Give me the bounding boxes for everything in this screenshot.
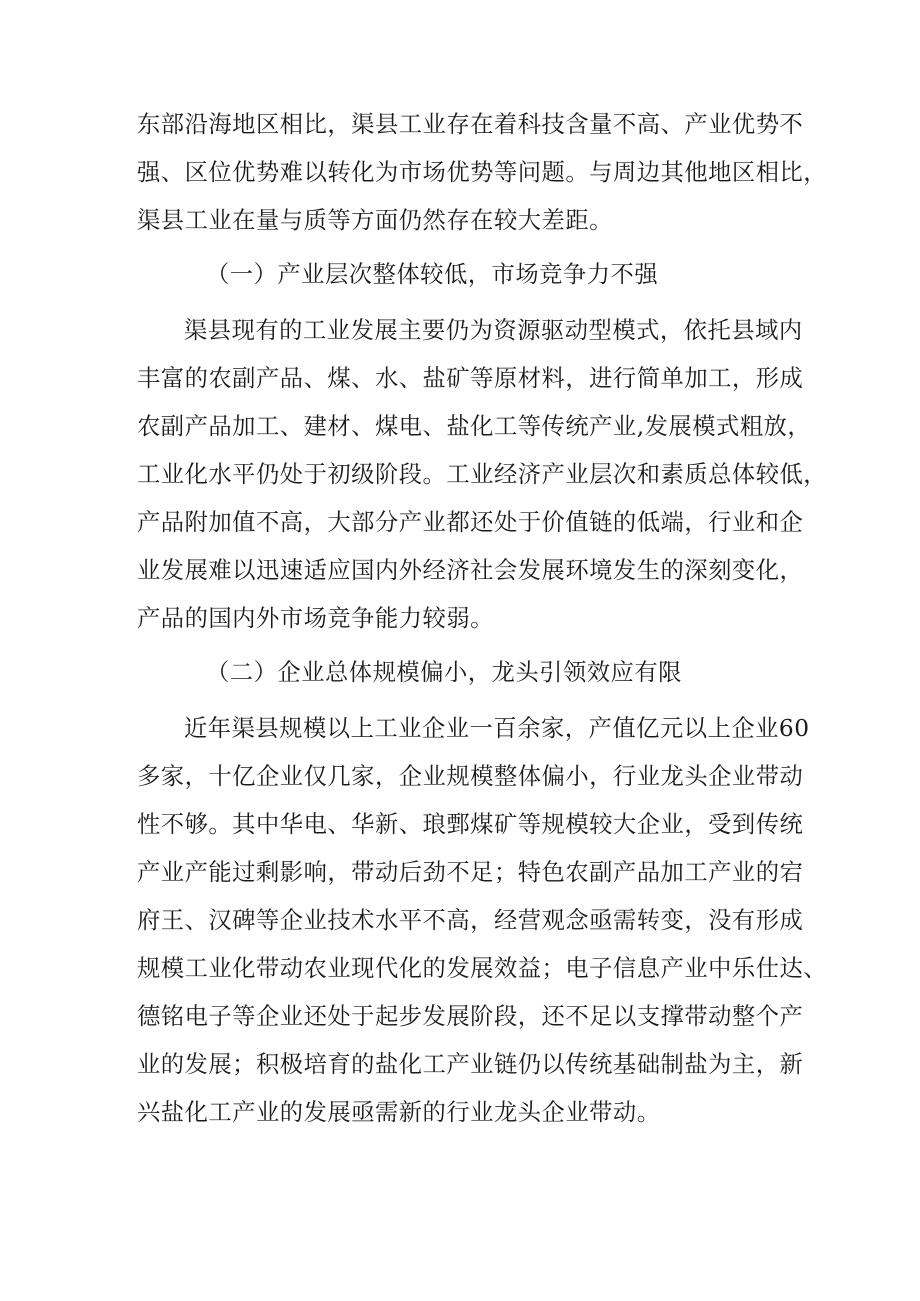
paragraph-line: 规模工业化带动农业现代化的发展效益；电子信息产业中乐仕达、 [137, 955, 828, 982]
paragraph-line: 渠县工业在量与质等方面仍然存在较大差距。 [137, 207, 613, 234]
document-page [137, 101, 828, 1137]
paragraph-line: 农副产品加工、建材、煤电、盐化工等传统产业,发展模式粗放， [137, 413, 812, 440]
paragraph-line: 多家，十亿企业仅几家，企业规模整体偏小，行业龙头企业带动 [137, 763, 804, 790]
paragraph-line: 德铭电子等企业还处于起步发展阶段，还不足以支撑带动整个产 [137, 1003, 804, 1030]
paragraph-line: 业发展难以迅速适应国内外经济社会发展环境发生的深刻变化， [137, 557, 804, 584]
paragraph-line: 产品的国内外市场竞争能力较弱。 [137, 605, 494, 632]
section-2-paragraph [137, 705, 828, 1137]
paragraph-line: 近年渠县规模以上工业企业一百余家，产值亿元以上企业60 [184, 715, 810, 742]
paragraph-line: 渠县现有的工业发展主要仍为资源驱动型模式，依托县域内 [184, 317, 803, 344]
paragraph-line: 产品附加值不高，大部分产业都还处于价值链的低端，行业和企 [137, 509, 804, 536]
paragraph-line: 性不够。其中华电、华新、琅鄄煤矿等规模较大企业，受到传统 [137, 811, 804, 838]
paragraph-line: 工业化水平仍处于初级阶段。工业经济产业层次和素质总体较低， [137, 461, 828, 488]
paragraph-line: 产业产能过剩影响，带动后劲不足；特色农副产品加工产业的宕 [137, 859, 804, 886]
paragraph-line: 东部沿海地区相比，渠县工业存在着科技含量不高、产业优势不 [137, 111, 804, 138]
section-1-paragraph [137, 307, 828, 643]
paragraph-line: 府王、汉碑等企业技术水平不高，经营观念亟需转变，没有形成 [137, 907, 804, 934]
section-heading-1: （一）产业层次整体较低，市场竞争力不强 [206, 261, 659, 288]
paragraph-line: 兴盐化工产业的发展亟需新的行业龙头企业带动。 [137, 1099, 661, 1126]
paragraph-line: 丰富的农副产品、煤、水、盐矿等原材料，进行简单加工，形成 [137, 365, 804, 392]
section-heading-2: （二）企业总体规模偏小，龙头引领效应有限 [206, 659, 682, 686]
paragraph-line: 强、区位优势难以转化为市场优势等问题。与周边其他地区相比， [137, 159, 828, 186]
intro-paragraph [137, 101, 828, 245]
paragraph-line: 业的发展；积极培育的盐化工产业链仍以传统基础制盐为主，新 [137, 1051, 804, 1078]
